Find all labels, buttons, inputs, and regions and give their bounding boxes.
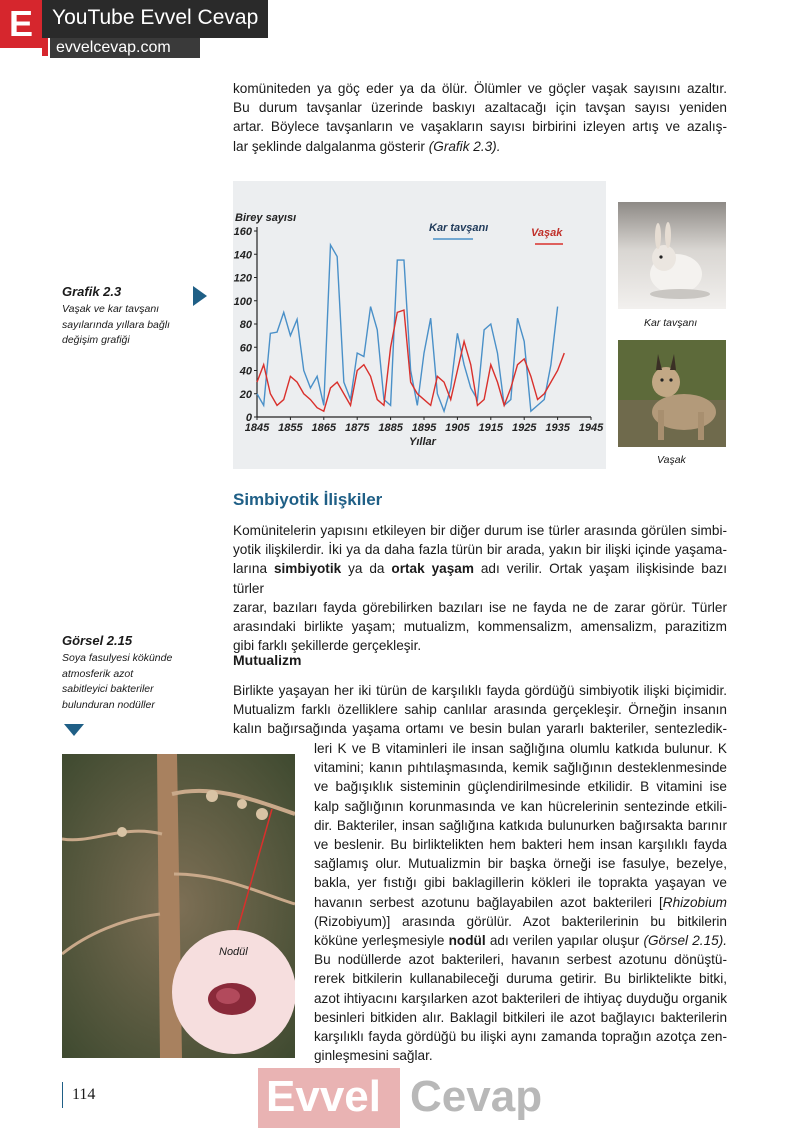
y-tick-label: 100	[233, 295, 252, 308]
section-heading: Simbiyotik İlişkiler	[233, 490, 383, 509]
population-chart	[233, 181, 606, 469]
mutualism-line: leri K ve B vitaminleri ile insan sağlığına olumlu katkıda bulunur. K	[314, 741, 727, 756]
figure-caption-text	[62, 651, 212, 713]
mutualism-line: azot ihtiyacını karşılarken azot bakterileri de ihtiyaç duyduğu organik	[314, 990, 727, 1006]
symbiosis-line: Komünitelerin yapısını etkileyen bir diğer durum ise türler arasında görülen simbi-	[233, 523, 727, 538]
mutualism-line: kalp sağlığının korunmasında ve kan hücrelerinin sentezinde etkili-	[314, 798, 727, 814]
symbiosis-line: larına simbiyotik ya da ortak yaşam adı verilir. Ortak yaşam ilişkisinde bazı türler	[233, 561, 727, 596]
symbiosis-line: gibi farklı şekillerde gerçekleşir.	[233, 638, 422, 654]
mutualism-line: Bu nodüllerde azot bakterileri, havanın serbest azotunu dönüştü-	[314, 952, 727, 968]
mutualism-line: Mutualizm farklı özelliklere sahip canlılar arasında gerçekleşir. Örneğin insanın	[233, 702, 727, 718]
lynx-image	[618, 340, 726, 447]
symbiosis-line: yotik ilişkilerdir. İki ya da daha fazla türün bir arada, yakın bir ilişki içinde yaşama-	[233, 542, 727, 558]
brand-logo: E	[0, 0, 42, 48]
lynx-caption: Vaşak	[657, 454, 686, 466]
mutualism-line: rerek bitkilerin kullanabileceği duruma getirir. Bu birliktelikte bitki,	[314, 971, 727, 987]
y-tick-label: 20	[239, 388, 252, 401]
y-tick-label: 120	[233, 272, 252, 285]
symbiosis-line: arasındaki birlikte yaşam; mutualizm, kommensalizm, amensalizm, parazitizm	[233, 619, 727, 635]
x-tick-label: 1915	[478, 422, 504, 434]
arrow-down-icon	[64, 724, 84, 736]
brand-accent	[42, 38, 48, 56]
mutualism-line: dir. Bakteriler, insan sağlığına katkıda bulunurken bağırsakta barınır	[314, 817, 727, 833]
x-tick-label: 1945	[578, 422, 604, 434]
x-tick-label: 1885	[378, 422, 403, 434]
mutualism-line: sağlamış olur. Mutualizmin bir başka örneği ise fasulye, bezelye,	[314, 856, 727, 872]
figure-caption-line: bulunduran nodüller	[62, 698, 155, 711]
root-nodule-photo	[62, 754, 295, 1058]
legend-label: Vaşak	[531, 227, 563, 239]
mutualism-line: kalın bağırsağında yaşama ortamı ve besin bulan yararlı bakteriler, sentezledik-	[233, 721, 727, 737]
y-tick-label: 160	[233, 226, 252, 238]
y-tick-label: 80	[239, 319, 252, 331]
root-nodule-image	[62, 754, 295, 1058]
mutualism-line: ve beslenir. Bu birliktelikten hem bakteri hem insan karşılıklı fayda	[314, 837, 727, 853]
graph-caption-line: sayılarında yıllara bağlı	[62, 318, 170, 331]
x-tick-label: 1855	[278, 422, 303, 434]
hare-image	[618, 202, 726, 309]
mutualism-line: besinleri bitkiden alır. Baklagil bitkileri ile azot bağlayıcı bakterilerin	[314, 1009, 727, 1025]
mutualism-line: Birlikte yaşayan her iki türün de karşılıklı fayda gördüğü simbiyotik ilişki biçimidir.	[233, 683, 727, 698]
x-tick-label: 1875	[344, 422, 370, 434]
mutualism-paragraph-continued	[314, 739, 727, 1065]
figure-caption-line: Soya fasulyesi kökünde	[62, 652, 173, 664]
hare-caption: Kar tavşanı	[644, 317, 698, 329]
watermark-evvel: Evvel	[266, 1072, 381, 1121]
y-tick-label: 40	[239, 365, 252, 378]
page-number-bar	[62, 1082, 63, 1108]
figure-caption-line: atmosferik azot	[62, 667, 134, 680]
figure-caption-line: sabitleyici bakteriler	[62, 683, 154, 695]
legend-label: Kar tavşanı	[429, 222, 489, 234]
x-tick-label: 1895	[411, 422, 437, 434]
y-tick-label: 0	[245, 412, 252, 424]
intro-line: komüniteden ya göç eder ya da ölür. Ölümler ve göçler vaşak sayısını azaltır.	[233, 81, 727, 96]
nodule-label: Nodül	[219, 946, 248, 958]
mutualism-line: (Rizobiyum)] arasında görülür. Azot bakterilerinin bu bitkilerin	[314, 913, 727, 929]
figure-caption-title: Görsel 2.15	[62, 633, 133, 648]
x-tick-label: 1935	[545, 422, 570, 434]
mutualism-line: ginleşmesini sağlar.	[314, 1048, 433, 1064]
brand-url: evvelcevap.com	[50, 38, 200, 58]
intro-paragraph	[233, 79, 727, 156]
brand-title: YouTube Evvel Cevap	[52, 6, 259, 29]
mutualism-line: vitamini; kanın pıhtılaşmasında, kemik sağlığının desteklenmesinde	[314, 760, 727, 776]
mutualism-line: köküne yerleşmesiyle nodül adı verilen yapılar oluşur (Görsel 2.15).	[314, 933, 727, 949]
symbiosis-line: zarar, bazıları fayda görebilirken bazıları ise ne fayda ne de zarar görür. Türler	[233, 599, 727, 615]
mutualism-line: bakla, yer fıstığı gibi baklagillerin kökleri ile toprakta yaşayan ve	[314, 875, 727, 891]
y-tick-label: 140	[233, 249, 252, 262]
arrow-right-icon	[193, 286, 207, 306]
page-number: 114	[72, 1086, 96, 1103]
x-tick-label: 1845	[244, 422, 270, 434]
subheading-mutualism: Mutualizm	[233, 652, 302, 668]
intro-line: Bu durum tavşanlar üzerinde baskıyı azaltacağı için tavşan sayısı yeniden	[233, 100, 727, 116]
graph-caption-text	[62, 302, 212, 349]
symbiosis-paragraph	[233, 521, 727, 655]
figure-caption	[62, 633, 212, 713]
x-axis-label: Yıllar	[409, 436, 436, 448]
y-tick-label: 60	[239, 342, 252, 355]
y-axis-label: Birey sayısı	[235, 212, 297, 224]
intro-line: artar. Böylece tavşanların ve vaşakların sayısı birbirini izleyen artış ve azalış-	[233, 119, 727, 135]
graph-caption-line: değişim grafiği	[62, 334, 130, 346]
graph-caption-line: Vaşak ve kar tavşanı	[62, 303, 160, 315]
graph-caption	[62, 284, 212, 349]
mutualism-line: havanın serbest azotunu bağlayabilen azot bakterileri [Rhizobium	[314, 894, 727, 910]
intro-line: lar şeklinde dalgalanma gösterir (Grafik 2.3).	[233, 138, 501, 154]
x-tick-label: 1905	[445, 422, 470, 434]
series-line-hare	[257, 245, 558, 411]
graph-caption-title: Grafik 2.3	[62, 284, 122, 299]
lynx-photo	[618, 340, 726, 447]
mutualism-line: ve bağışıklık sisteminin güçlendirilmesinde etkilidir. B vitamini ise	[314, 779, 727, 795]
mutualism-line: karşılıklı fayda gördüğü bu ilişki aynı zamanda toprağın azotça zen-	[314, 1029, 727, 1045]
x-tick-label: 1865	[311, 422, 337, 434]
hare-photo	[618, 202, 726, 309]
mutualism-paragraph	[233, 681, 727, 739]
x-tick-label: 1925	[511, 422, 537, 434]
watermark-cevap: Cevap	[410, 1072, 543, 1121]
graph-reference: (Grafik 2.3).	[428, 138, 501, 154]
